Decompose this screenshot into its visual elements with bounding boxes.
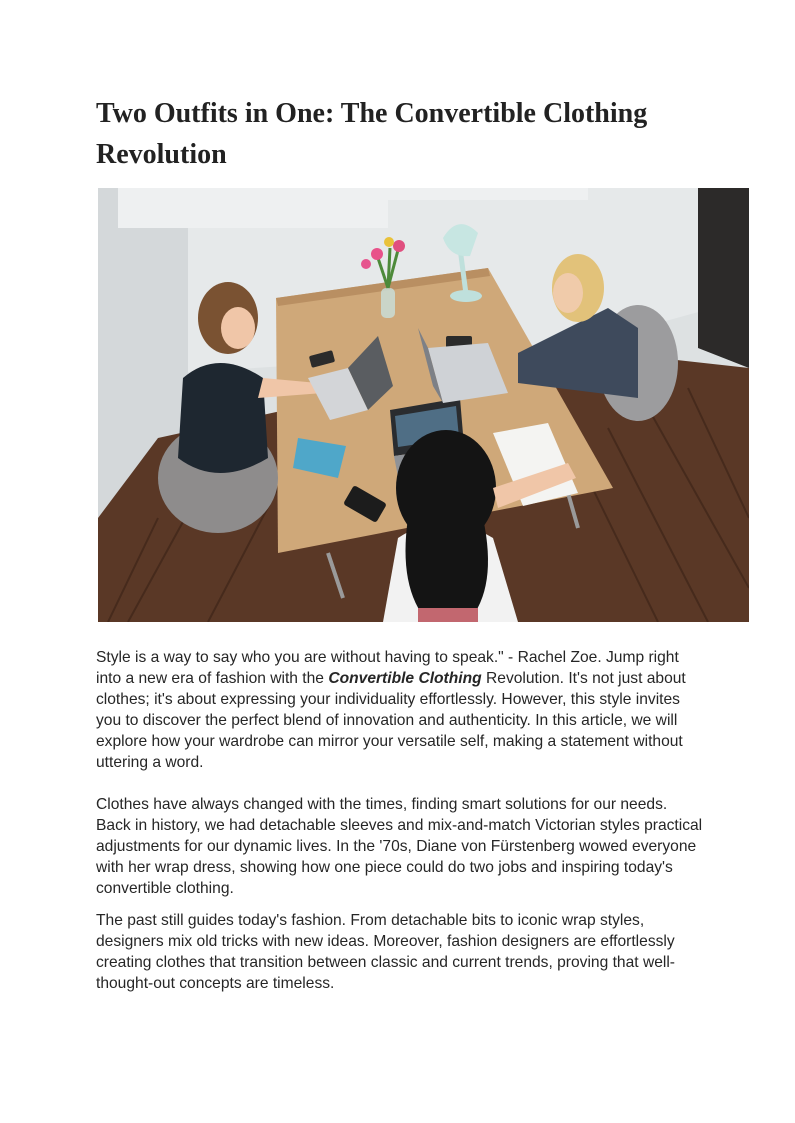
paragraph-intro-before: Style is a way to say who you are without having to speak." - Rachel Zoe. Jump right into a new era of fashion with the bbox=[96, 649, 679, 687]
paragraph-intro bbox=[96, 647, 706, 773]
paragraph-history: Clothes have always changed with the times, finding smart solutions for our needs. Back in history, we had detachable sleeves and mix-and-match Victorian styles practical adjustments for our dynamic lives. In the '70s, Diane von Fürstenberg wowed everyone with her wrap dress, showing how one piece could do two jobs and inspiring today's convertible clothing. bbox=[96, 796, 703, 897]
paragraph-today: The past still guides today's fashion. From detachable bits to iconic wrap styles, designers mix old tricks with new ideas. Moreover, fashion designers are effortlessly creating clothes that transition between classic and current trends, proving that well-thought-out concepts are timeless. bbox=[96, 912, 676, 992]
paragraph-intro-emphasis: Convertible Clothing bbox=[328, 670, 482, 687]
paragraph-intro-after: Revolution. It's not just about clothes; it's about expressing your individuality effortlessly. However, this style invites you to discover the perfect blend of innovation and authenticity. In this article, we will explore how your wardrobe can mirror your versatile self, making a statement without uttering a word. bbox=[96, 670, 686, 771]
office-meeting-illustration bbox=[98, 188, 749, 622]
article-title: Two Outfits in One: The Convertible Clothing Revolution bbox=[96, 98, 648, 170]
article-photo bbox=[98, 188, 749, 622]
